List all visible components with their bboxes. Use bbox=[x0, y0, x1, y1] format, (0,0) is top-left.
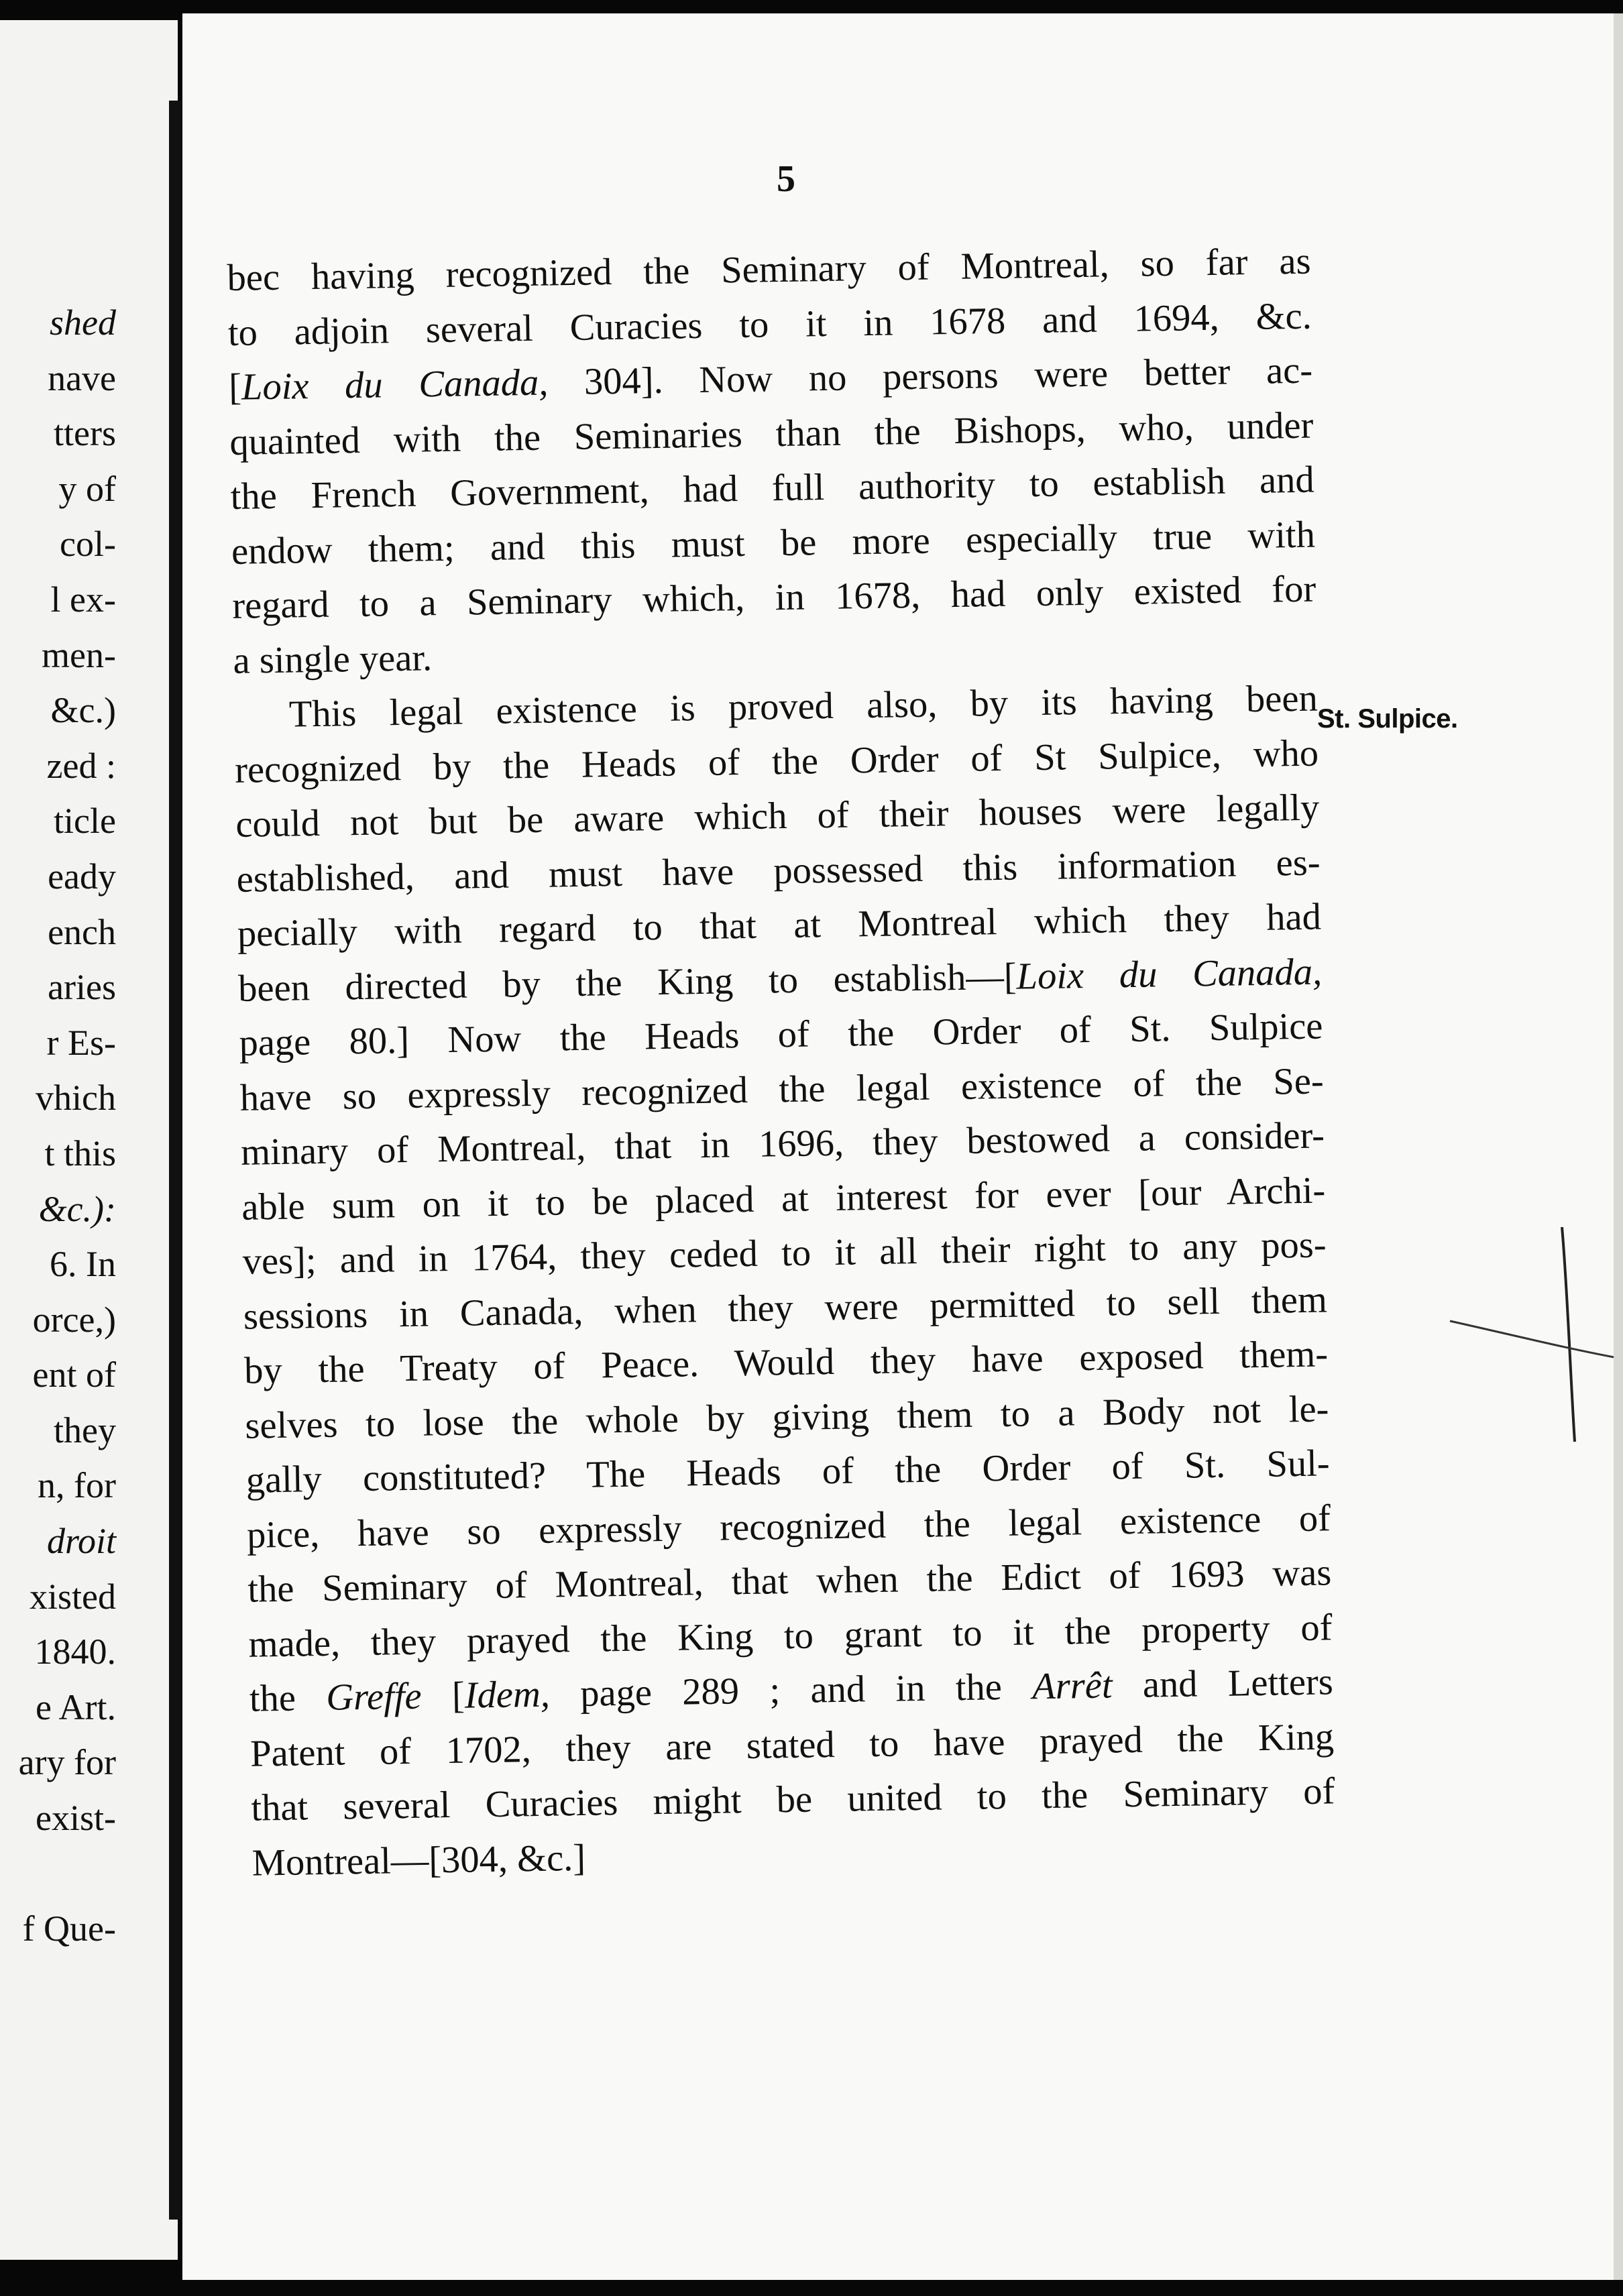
text-span: 304]. Now no persons were better ac- bbox=[547, 349, 1313, 404]
previous-page-fragment-line: e Art. bbox=[36, 1686, 116, 1727]
previous-page-fragment-line: nave bbox=[48, 357, 116, 398]
text-span: [ bbox=[228, 366, 242, 408]
previous-page-fragment bbox=[0, 20, 178, 2260]
text-span: ves]; and in 1764, they ceded to it all their right to any pos- bbox=[242, 1224, 1327, 1283]
previous-page-fragment-line: they bbox=[54, 1410, 116, 1450]
previous-page-fragment-line: 1840. bbox=[34, 1631, 116, 1672]
text-span: the French Government, had full authority to establish and bbox=[230, 459, 1315, 518]
previous-page-fragment-line: ench bbox=[48, 911, 116, 952]
text-span: sessions in Canada, when they were permitted to sell them bbox=[243, 1278, 1328, 1338]
previous-page-text bbox=[0, 295, 178, 1957]
text-span: pecially with regard to that at Montreal which they had bbox=[237, 896, 1322, 955]
text-span: been directed by the King to establish—[ bbox=[237, 956, 1017, 1010]
text-span: minary of Montreal, that in 1696, they bestowed a consider- bbox=[240, 1114, 1325, 1173]
previous-page-fragment-line: eady bbox=[48, 856, 116, 897]
text-span: made, they prayed the King to grant to it the property of bbox=[248, 1606, 1333, 1666]
text-span: pice, have so expressly recognized the legal existence of bbox=[246, 1497, 1331, 1556]
text-span: have so expressly recognized the legal existence of the Se- bbox=[239, 1059, 1325, 1119]
text-span: bec having recognized the Seminary of Montreal, so far as bbox=[227, 240, 1311, 299]
text-span: selves to lose the whole by giving them to a Body not le- bbox=[245, 1387, 1329, 1447]
margin-note: St. Sulpice. bbox=[1317, 704, 1458, 734]
previous-page-fragment-line: orce,) bbox=[32, 1299, 116, 1340]
pencil-cross-mark bbox=[1336, 1207, 1623, 1462]
text-span: page 289 ; and in the bbox=[549, 1666, 1033, 1715]
previous-page-fragment-line: r Es- bbox=[46, 1022, 116, 1063]
previous-page-fragment-line: aries bbox=[48, 967, 116, 1008]
previous-page-fragment-line: t this bbox=[44, 1133, 116, 1173]
previous-page-fragment-line: y of bbox=[58, 468, 116, 509]
previous-page-fragment-line: ent of bbox=[32, 1355, 116, 1395]
text-span: gally constituted? The Heads of the Order of St. Sul- bbox=[245, 1442, 1331, 1501]
text-span: Patent of 1702, they are stated to have prayed the King bbox=[249, 1715, 1335, 1775]
previous-page-fragment-line: shed bbox=[50, 302, 116, 343]
italic-span: Idem, bbox=[464, 1673, 551, 1717]
previous-page-fragment-line: &c.) bbox=[50, 690, 116, 731]
text-span: Montreal—[304, &c.] bbox=[251, 1837, 586, 1884]
text-span: by the Treaty of Peace. Would they have exposed them- bbox=[243, 1333, 1329, 1392]
text-span: [ bbox=[421, 1674, 465, 1717]
text-span: the bbox=[249, 1676, 327, 1720]
previous-page-fragment-line: ary for bbox=[18, 1742, 116, 1783]
previous-page-fragment-line: ticle bbox=[54, 801, 116, 842]
text-span: regard to a Seminary which, in 1678, had only existed for bbox=[231, 568, 1317, 627]
previous-page-fragment-line: col- bbox=[60, 524, 116, 565]
italic-span: Greffe bbox=[325, 1675, 423, 1719]
previous-page-fragment-line: droit bbox=[46, 1521, 116, 1562]
italic-span: Loix du Canada, bbox=[241, 361, 549, 408]
text-span: This legal existence is proved also, by its having been bbox=[288, 677, 1319, 736]
text-span: quainted with the Seminaries than the Bishops, who, under bbox=[229, 404, 1314, 463]
previous-page-fragment-line: 6. In bbox=[50, 1244, 116, 1285]
text-span: able sum on it to be placed at interest for ever [our Archi- bbox=[241, 1169, 1326, 1228]
previous-page-fragment-line: tters bbox=[54, 413, 116, 454]
text-span: endow them; and this must be more especially true with bbox=[231, 514, 1316, 573]
previous-page-fragment-line: zed : bbox=[46, 745, 116, 786]
book-gutter bbox=[169, 101, 181, 2220]
previous-page-fragment-line: xisted bbox=[30, 1576, 116, 1617]
text-span: that several Curacies might be united to the Seminary of bbox=[250, 1770, 1335, 1829]
page-number: 5 bbox=[777, 158, 795, 200]
previous-page-fragment-line: n, for bbox=[38, 1465, 116, 1506]
previous-page-fragment-line: &c.): bbox=[38, 1188, 116, 1229]
text-span: the Seminary of Montreal, that when the Edict of 1693 was bbox=[247, 1552, 1332, 1611]
page bbox=[182, 13, 1623, 2280]
italic-span: Arrêt bbox=[1031, 1664, 1113, 1708]
previous-page-fragment-line: vhich bbox=[36, 1078, 116, 1118]
previous-page-fragment-line: men- bbox=[42, 634, 116, 675]
previous-page-fragment-line bbox=[0, 1846, 178, 1902]
italic-span: Loix du Canada, bbox=[1016, 950, 1323, 998]
text-span: to adjoin several Curacies to it in 1678 and 1694, &c. bbox=[227, 295, 1312, 354]
previous-page-fragment-line: f Que- bbox=[22, 1908, 116, 1949]
text-span: could not but be aware which of their houses were legally bbox=[235, 787, 1320, 846]
body-text bbox=[227, 235, 1336, 1891]
text-span: established, and must have possessed this information es- bbox=[236, 842, 1321, 901]
previous-page-fragment-line: exist- bbox=[36, 1798, 116, 1839]
text-span: recognized by the Heads of the Order of St Sulpice, who bbox=[234, 732, 1319, 791]
text-span: page 80.] Now the Heads of the Order of St. Sulpice bbox=[239, 1005, 1323, 1064]
previous-page-fragment-line: l ex- bbox=[50, 579, 116, 620]
text-span: and Letters bbox=[1112, 1661, 1334, 1707]
text-span: a single year. bbox=[233, 636, 433, 682]
